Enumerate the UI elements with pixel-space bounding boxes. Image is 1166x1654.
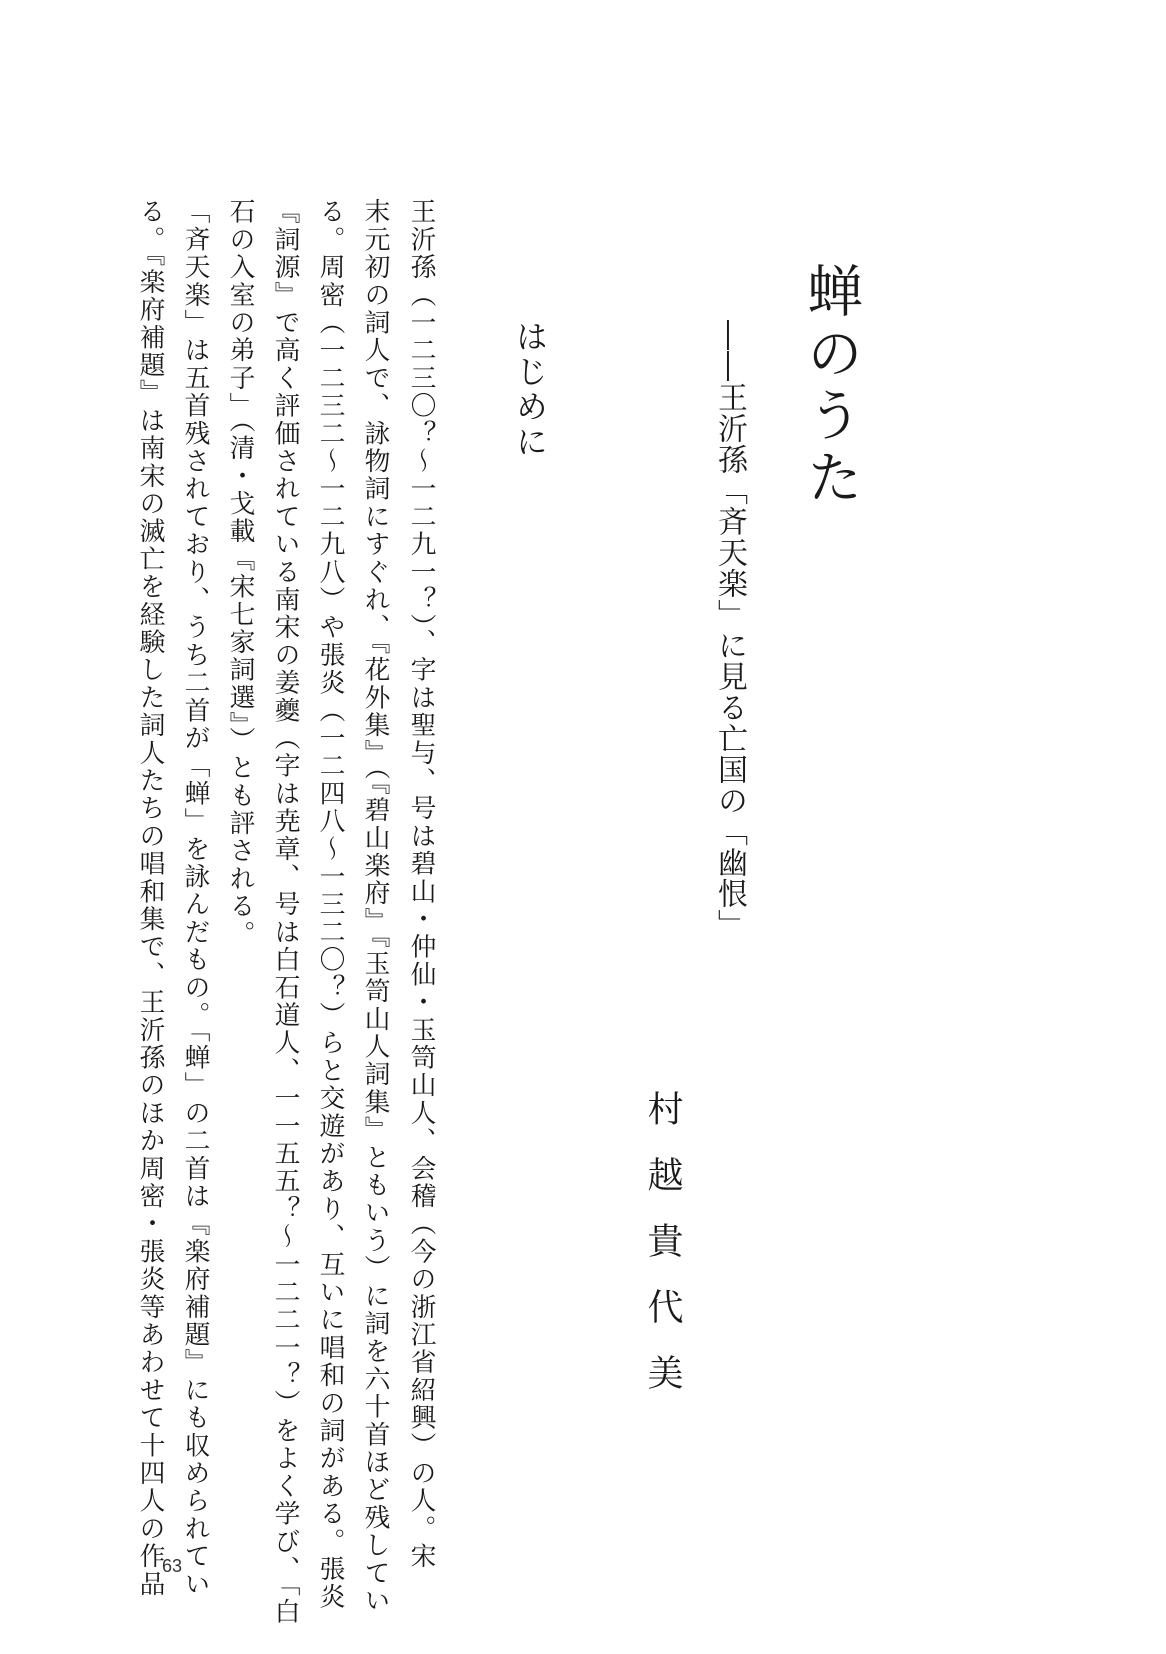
body-line: 末元初の詞人で、詠物詞にすぐれ、『花外集』（『碧山楽府』『玉笥山人詞集』ともいう）に詞を六十首ほど残してい: [360, 198, 390, 1615]
article-subtitle: ――王沂孫「斉天楽」に見る亡国の「幽恨」: [712, 320, 747, 940]
body-line: 「斉天楽」は五首残されており、うち二首が「蝉」を詠んだもの。「蝉」の二首は『楽府補題』にも収められてい: [180, 198, 210, 1598]
article-title: 蝉のうた: [798, 262, 863, 510]
body-line: る。『楽府補題』は南宋の滅亡を経験した詞人たちの唱和集で、王沂孫のほか周密・張炎等あわせて十四人の作品: [135, 198, 165, 1598]
section-heading: はじめに: [511, 320, 549, 460]
body-line: 石の入室の弟子」（清・戈載『宋七家詞選』）とも評される。: [225, 198, 255, 948]
body-line: 王沂孫（一二三〇？～一二九一？）、字は聖与、号は碧山・仲仙・玉笥山人、会稽（今の浙江省紹興）の人。宋: [406, 198, 436, 1571]
body-line: る。周密（一二三二～一二九八）や張炎（一二四八～一三二〇？）らと交遊があり、互いに唱和の詞がある。張炎: [315, 198, 345, 1611]
page-number: 63: [162, 1556, 183, 1576]
body-line: 『詞源』で高く評価されている南宋の姜夔（字は尭章、号は白石道人、一一五五？～一二二一？）をよく学び、「白: [270, 198, 300, 1626]
author-name: 村越貴代美: [642, 1090, 683, 1420]
